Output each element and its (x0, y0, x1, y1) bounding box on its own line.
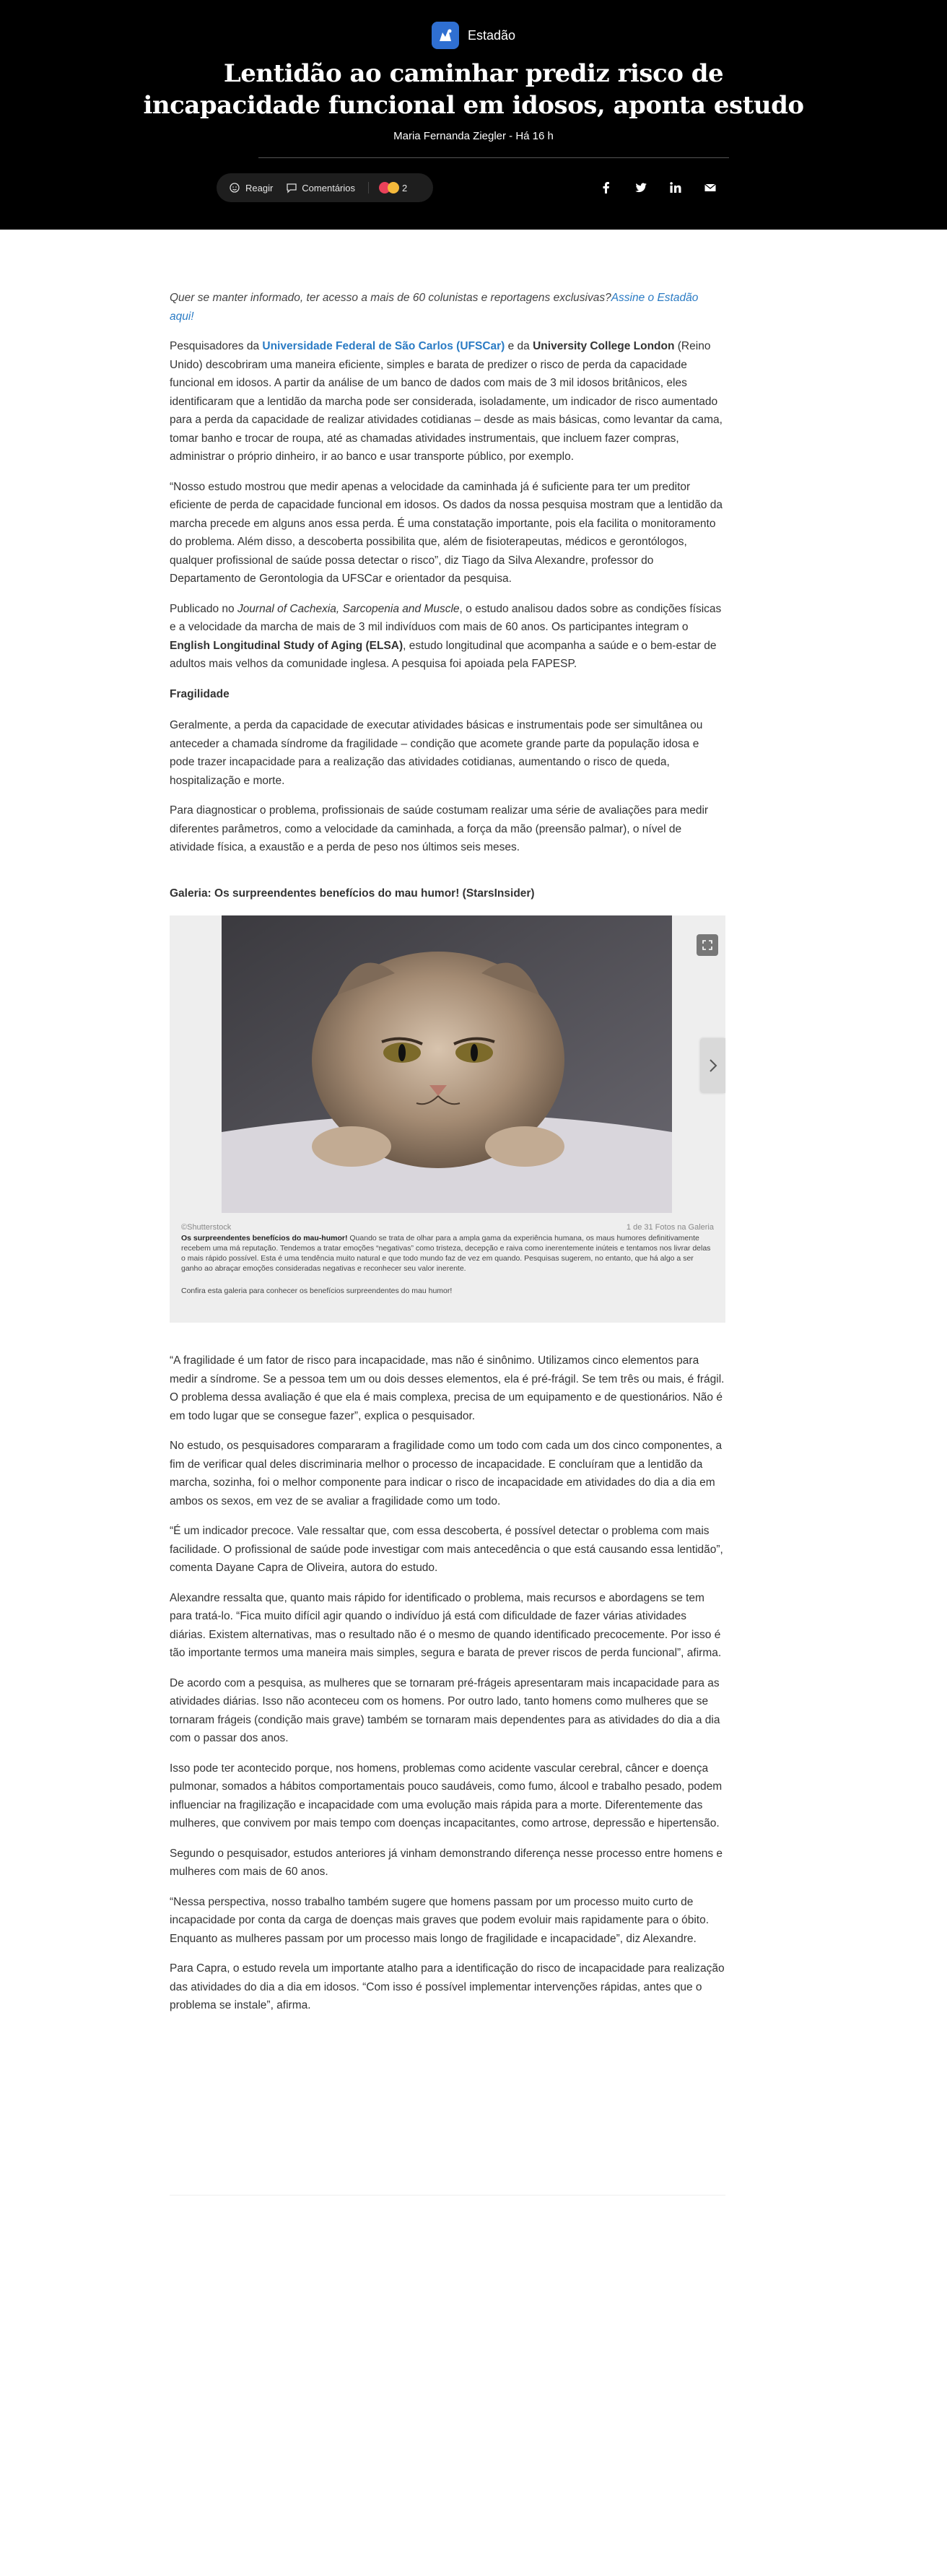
email-icon[interactable] (703, 180, 717, 195)
paragraph: “Nessa perspectiva, nosso trabalho também sugere que homens passam por um processo muito curto de incapacidade por conta da carga de doenças mais graves que podem evoluir mais rapidamente para o óbito. Enquanto as mulheres passam por um processo mais longo de fragilidade e incapacidade”, diz Alexandre. (170, 1895, 710, 1945)
paragraph: Geralmente, a perda da capacidade de executar atividades básicas e instrumentais pode ser simultânea ou anteceder a chamada síndrome da fragilidade – condição que acomete grande parte da população idosa e pode trazer incapacidade para a realização das atividades cotidianas, aumentando o risco de queda, hospitalização e morte. (170, 719, 703, 787)
text-run: (Reino Unido) descobriram uma maneira eficiente, simples e barata de predizer o risco de perda da capacidade funcional em idosos. A partir da análise de um banco de dados com mais de 3 mil idosos britânicos, eles identificaram que a lentidão da marcha pode ser considerada, isoladamente, um indicador de risco aumentado para a perda da capacidade de realizar atividades cotidianas – desde as mais básicas, como levantar da cama, tomar banho e trocar de roupa, até as chamadas atividades instrumentais, que incluem fazer compras, administrar o próprio dinheiro, ir ao banco e usar transporte público, por exemplo. (170, 340, 723, 463)
paragraph: “A fragilidade é um fator de risco para incapacidade, mas não é sinônimo. Utilizamos cinco elementos para medir a síndrome. Se a pessoa tem um ou dois desses elementos, ela é pré-frágil. Se tem três ou mais, é frágil. O problema dessa avaliação é que ela é mais complexa, precisa de um equipamento e de questionários. Não é em todo lugar que se consegue fazer”, explica o pesquisador. (170, 1354, 725, 1422)
text-run: , o estudo analisou dados sobre as condições físicas e a velocidade da marcha de mais de 3 mil indivíduos com mais de 60 anos. Os participantes integram o (170, 602, 722, 633)
linkedin-icon[interactable] (668, 180, 683, 195)
article-header (0, 0, 947, 230)
gallery-title: Galeria: Os surpreendentes benefícios do mau humor! (StarsInsider) (170, 887, 535, 900)
text-run: e da (505, 340, 533, 352)
engagement-bar (217, 173, 433, 202)
photo-gallery (170, 915, 725, 1323)
bold-text: English Longitudinal Study of Aging (ELSA) (170, 639, 403, 652)
text-run: Pesquisadores da (170, 340, 263, 352)
chevron-right-icon (708, 1058, 718, 1074)
paragraph: “Nosso estudo mostrou que medir apenas a velocidade da caminhada já é suficiente para ter um preditor eficiente de perda de capacidade funcional em idosos. Os dados da nossa pesquisa mostram que a lentidão da marcha precede em alguns anos essa perda. É uma constatação importante, pois ela facilita o monitoramento do problema. Além disso, a descoberta possibilita que, além de fisioterapeutas, médicos e gerontólogos, qualquer profissional de saúde possa detectar o risco”, diz Tiago da Silva Alexandre, professor do Departamento de Gerontologia da UFSCar e orientador da pesquisa. (170, 480, 723, 585)
twitter-icon[interactable] (634, 180, 648, 195)
paragraph (170, 337, 725, 466)
paragraph: Para diagnosticar o problema, profissionais de saúde costumam realizar uma série de avaliações para medir diferentes parâmetros, como a velocidade da caminhada, a força da mão (preensão palmar), o nível de atividade física, a exaustão e a perda de peso nos últimos seis meses. (170, 804, 709, 853)
comments-label: Comentários (302, 182, 355, 193)
article-body (170, 289, 725, 2027)
bold-text: University College London (533, 340, 675, 352)
promo-text: Quer se manter informado, ter acesso a mais de 60 colunistas e reportagens exclusivas? (170, 292, 611, 304)
header-divider (258, 157, 729, 158)
next-slide-button[interactable] (701, 1038, 725, 1093)
ufscar-link[interactable]: Universidade Federal de São Carlos (UFSCar) (262, 340, 505, 352)
paragraph: Segundo o pesquisador, estudos anteriores já vinham demonstrando diferença nesse processo entre homens e mulheres com mais de 60 anos. (170, 1847, 723, 1878)
smile-add-icon (230, 182, 241, 193)
subscribe-link[interactable]: Assine o Estadão aqui! (170, 292, 699, 323)
photo-credit: ©Shutterstock (181, 1223, 232, 1232)
gallery-caption (181, 1233, 714, 1274)
estadao-logo-icon (432, 22, 459, 49)
journal-name: Journal of Cachexia, Sarcopenia and Muscle (237, 602, 460, 615)
paragraph: Para Capra, o estudo revela um importante atalho para a identificação do risco de incapacidade para realização das atividades do dia a dia em idosos. “Com isso é possível implementar intervenções rápidas, antes que o problema se instale”, afirma. (170, 1962, 725, 2011)
reaction-count: 2 (402, 182, 408, 193)
section-subheading: Fragilidade (170, 687, 230, 700)
react-button[interactable] (230, 182, 273, 193)
article-title: Lentidão ao caminhar prediz risco de incapacidade funcional em idosos, aponta estudo (143, 59, 804, 120)
paragraph: No estudo, os pesquisadores compararam a fragilidade como um todo com cada um dos cinco componentes, a fim de verificar qual deles discriminaria melhor o processo de incapacidade. E concluíram que a lentidão da marcha, sozinha, foi o melhor componente para indicar o risco de incapacidade em atividades do dia a dia em ambos os sexos, em vez de se avaliar a fragilidade como um todo. (170, 1440, 723, 1507)
paragraph: De acordo com a pesquisa, as mulheres que se tornaram pré-frágeis apresentaram mais incapacidade para as atividades diárias. Isso não aconteceu com os homens. Por outro lado, tanto homens como mulheres que se tornaram frágeis (condição mais grave) também se tornaram mais dependentes para as atividades do dia a dia com o passar dos anos. (170, 1676, 720, 1744)
react-label: Reagir (245, 182, 274, 193)
share-buttons (599, 180, 717, 195)
laugh-reaction-icon (388, 182, 399, 193)
publisher-brand[interactable] (0, 22, 947, 49)
subscription-promo (170, 289, 725, 326)
caption-title: Os surpreendentes benefícios do mau-humor! (181, 1234, 348, 1243)
caption-text: Quando se trata de olhar para a ampla gama da experiência humana, os maus humores definitivamente recebem uma má reputação. Tendemos a tratar emoções “negativas” como tristeza, decepção e raiva como inerentemente inúteis e tentamos nos livrar delas o mais rápido possível. Esta é uma tendência muito natural e que todo mundo faz de vez em quando. Pesquisas sugerem, no entanto, que há algo a ser ganho ao abraçar emoções consideradas negativas e reconhecer seu valor inerente. (181, 1234, 711, 1273)
byline[interactable]: Maria Fernanda Ziegler - Há 16 h (393, 130, 554, 142)
publisher-name: Estadão (467, 27, 516, 43)
comments-button[interactable] (286, 182, 355, 193)
gallery-counter: 1 de 31 Fotos na Galeria (626, 1223, 714, 1232)
paragraph: Isso pode ter acontecido porque, nos homens, problemas como acidente vascular cerebral, câncer e doença pulmonar, somados a hábitos comportamentais pouco saudáveis, como fumo, álcool e trabalho pesado, podem influenciar na fragilização e incapacidade com uma evolução mais rápida para a morte. Diferentemente das mulheres, que convivem por mais tempo com doenças incapacitantes, como artrose, depressão e hipertensão. (170, 1762, 723, 1829)
paragraph: “É um indicador precoce. Vale ressaltar que, com essa descoberta, é possível detectar o problema com mais facilidade. O profissional de saúde pode investigar com mais antecedência o que está causando essa lentidão”, comenta Dayane Capra de Oliveira, autora do estudo. (170, 1525, 723, 1574)
article-end-divider (170, 2195, 725, 2196)
comment-icon (286, 182, 297, 193)
paragraph: Alexandre ressalta que, quanto mais rápido for identificado o problema, mais recursos e abordagens se tem para tratá-lo. “Fica muito difícil agir quando o indivíduo já está com dificuldade de fazer várias atividades diárias. Existem alternativas, mas o resultado não é o mesmo de quando identificado precocemente. Por isso é tão importante termos uma maneira mais simples, segura e barata de prever riscos de perda funcional”, afirma. (170, 1591, 722, 1659)
text-run: , estudo longitudinal que acompanha a saúde e o bem-estar de adultos mais velhos da comunidade inglesa. A pesquisa foi apoiada pela FAPESP. (170, 639, 717, 670)
fullscreen-icon[interactable] (697, 934, 718, 956)
text-run: Publicado no (170, 602, 237, 615)
reactions-summary[interactable] (368, 182, 407, 193)
gallery-image[interactable] (222, 915, 672, 1213)
facebook-icon[interactable] (599, 180, 614, 195)
gallery-cta: Confira esta galeria para conhecer os benefícios surpreendentes do mau humor! (181, 1287, 453, 1295)
paragraph (170, 600, 725, 674)
